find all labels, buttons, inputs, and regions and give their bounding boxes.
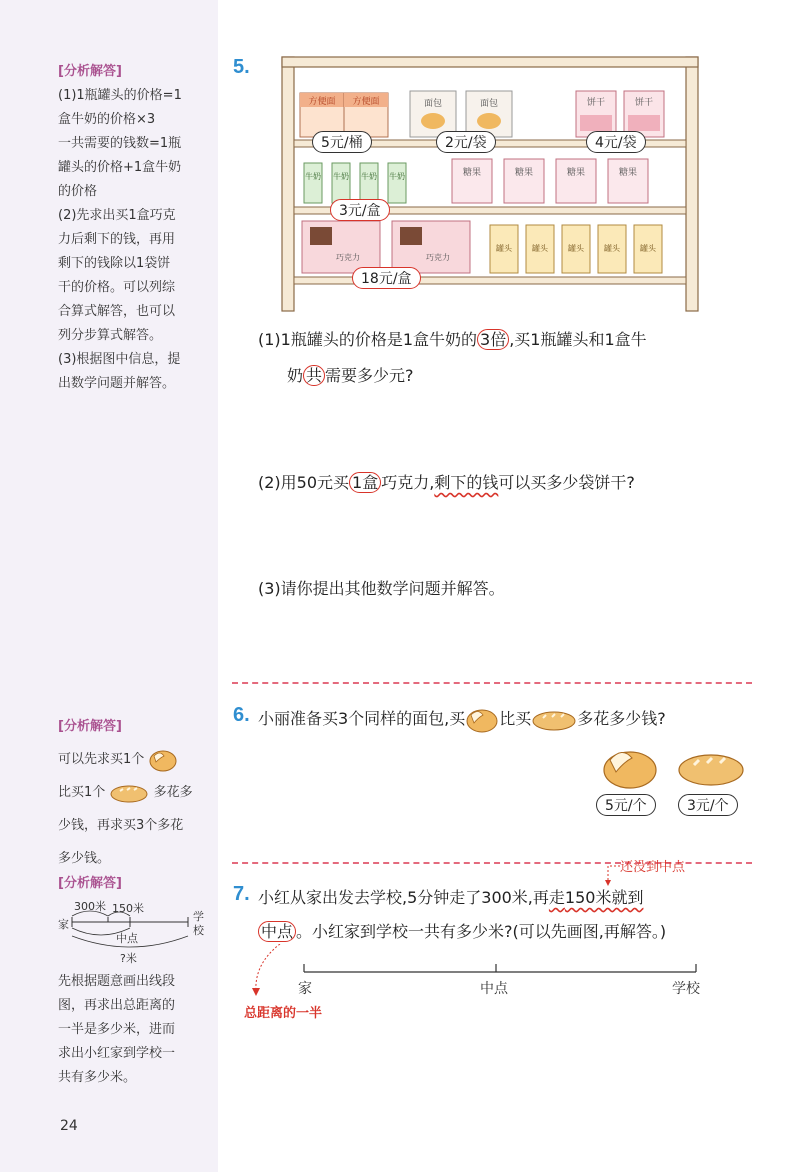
analysis-line: 盒牛奶的价格×3 bbox=[58, 112, 156, 127]
segment-label-midpoint: 中点 bbox=[480, 981, 508, 997]
q5-subquestion-3: (3)请你提出其他数学问题并解答。 bbox=[258, 579, 505, 598]
shelf-label: 糖果 bbox=[618, 168, 638, 178]
shelf-label: 罐头 bbox=[496, 244, 512, 253]
q7-question-line2: 中点 。小红家到学校一共有多少米?(可以先画图,再解答。) bbox=[258, 919, 666, 942]
analysis-line: 力后剩下的钱，再用 bbox=[58, 232, 176, 247]
q5-subquestion-1-line1: (1)1瓶罐头的价格是1盒牛奶的 3倍 ,买1瓶罐头和1盒牛 bbox=[258, 330, 647, 349]
analysis-line: 多花多 bbox=[153, 785, 193, 800]
milk-box-icon bbox=[388, 163, 406, 203]
annotation-not-midpoint: 还没到中点 bbox=[620, 860, 686, 875]
candy-bag-icon bbox=[504, 159, 544, 203]
long-bread-icon bbox=[676, 748, 746, 788]
shelf-label: 罐头 bbox=[640, 244, 656, 253]
shelf-label: 牛奶 bbox=[333, 172, 349, 181]
question-number-5: 5. bbox=[233, 56, 250, 78]
shelf-label: 巧克力 bbox=[336, 253, 360, 262]
milk-box-icon bbox=[332, 163, 350, 203]
analysis-line: 可以先求买1个 bbox=[58, 752, 145, 767]
milk-box-icon bbox=[304, 163, 322, 203]
q5-subquestion-2: (2)用50元买 1盒 巧克力,剩下的钱可以买多少袋饼干? bbox=[258, 473, 635, 492]
wavy-underline-walk: 走 bbox=[548, 888, 565, 907]
analysis-line: 的价格 bbox=[58, 184, 98, 199]
shelf-label: 牛奶 bbox=[389, 172, 405, 181]
shelf-label: 面包 bbox=[423, 99, 443, 109]
analysis-title: [分析解答] bbox=[58, 719, 122, 734]
section-divider bbox=[232, 682, 752, 684]
analysis-block-q6 bbox=[58, 710, 208, 875]
q7-question-line1: 小红从家出发去学校,5分钟走了300米,再走150米就到 bbox=[258, 888, 644, 907]
price-tag-bread: 2元/袋 bbox=[436, 131, 496, 153]
price-tag-biscuit: 4元/袋 bbox=[586, 131, 646, 153]
candy-bag-icon bbox=[608, 159, 648, 203]
analysis-line: 出数学问题并解答。 bbox=[58, 376, 176, 391]
circled-gong: 共 bbox=[303, 365, 325, 386]
segment-label-school: 学 bbox=[193, 910, 204, 923]
long-bread-icon bbox=[109, 782, 149, 804]
candy-bag-icon bbox=[452, 159, 492, 203]
store-shelf-illustration bbox=[280, 55, 705, 315]
segment-label-300: 300米 bbox=[74, 900, 106, 913]
shelf-label: 饼干 bbox=[586, 98, 606, 108]
question-number-6: 6. bbox=[233, 704, 250, 726]
chocolate-box-icon bbox=[392, 221, 470, 273]
shelf-label: 方便面 bbox=[308, 97, 336, 107]
segment-label-school: 校 bbox=[193, 924, 204, 937]
circled-midpoint: 中点 bbox=[258, 921, 296, 942]
chocolate-box-icon bbox=[302, 221, 380, 273]
analysis-line: 干的价格。可以列综 bbox=[58, 280, 176, 295]
shelf-label: 巧克力 bbox=[426, 253, 450, 262]
shelf-label: 牛奶 bbox=[361, 172, 377, 181]
shelf-label: 罐头 bbox=[568, 244, 584, 253]
analysis-title: [分析解答] bbox=[58, 876, 122, 891]
analysis-block-q5 bbox=[58, 60, 208, 396]
analysis-line: 一共需要的钱数=1瓶 bbox=[58, 136, 182, 151]
shelf-label: 饼干 bbox=[634, 98, 654, 108]
segment-label-150: 150米 bbox=[112, 902, 144, 915]
shelf-label: 牛奶 bbox=[305, 172, 321, 181]
analysis-line: 一半是多少米，进而 bbox=[58, 1022, 176, 1037]
analysis-line-segment-diagram bbox=[58, 896, 208, 966]
question-number-7: 7. bbox=[233, 883, 250, 905]
segment-label-home: 家 bbox=[58, 918, 69, 931]
shelf-label: 糖果 bbox=[566, 168, 586, 178]
analysis-line: 剩下的钱除以1袋饼 bbox=[58, 256, 171, 271]
price-tag-round-bread: 5元/个 bbox=[596, 794, 656, 816]
shelf-label: 罐头 bbox=[532, 244, 548, 253]
shelf-label: 糖果 bbox=[514, 168, 534, 178]
round-bread-icon bbox=[148, 748, 178, 772]
analysis-line: (2)先求出买1盒巧克 bbox=[58, 208, 176, 223]
q5-subquestion-1-line2: 奶 共 需要多少元? bbox=[287, 366, 414, 385]
analysis-line: 求出小红家到学校一 bbox=[58, 1046, 176, 1061]
analysis-block-q7 bbox=[58, 970, 208, 1090]
analysis-line: 罐头的价格+1盒牛奶 bbox=[58, 160, 182, 175]
long-bread-icon bbox=[531, 708, 577, 732]
price-tag-chocolate: 18元/盒 bbox=[352, 267, 421, 289]
round-bread-icon bbox=[600, 744, 660, 790]
analysis-line: (1)1瓶罐头的价格=1 bbox=[58, 88, 182, 103]
shelf-label: 糖果 bbox=[462, 168, 482, 178]
analysis-line: 列分步算式解答。 bbox=[58, 328, 163, 343]
analysis-line: 多少钱。 bbox=[58, 851, 111, 866]
wavy-underline-remaining: 剩下的钱 bbox=[434, 473, 499, 492]
segment-label-mid: 中点 bbox=[116, 932, 138, 945]
analysis-line: (3)根据图中信息，提 bbox=[58, 352, 181, 367]
analysis-line: 少钱，再求买3个多花 bbox=[58, 818, 184, 833]
q6-question-text: 小丽准备买3个同样的面包,买 比买 多花多少钱? bbox=[258, 706, 666, 733]
analysis-line: 图，再求出总距离的 bbox=[58, 998, 176, 1013]
milk-box-icon bbox=[360, 163, 378, 203]
segment-label-home: 家 bbox=[298, 981, 312, 997]
shelf-label: 方便面 bbox=[352, 97, 380, 107]
segment-label-school: 学校 bbox=[672, 981, 700, 997]
shelf-label: 面包 bbox=[479, 99, 499, 109]
candy-bag-icon bbox=[556, 159, 596, 203]
analysis-line: 共有多少米。 bbox=[58, 1070, 137, 1085]
round-bread-icon bbox=[465, 707, 499, 733]
price-tag-noodle: 5元/桶 bbox=[312, 131, 372, 153]
analysis-line: 合算式解答，也可以 bbox=[58, 304, 176, 319]
analysis-line: 先根据题意画出线段 bbox=[58, 974, 176, 989]
shelf-label: 罐头 bbox=[604, 244, 620, 253]
circled-1-box: 1盒 bbox=[349, 472, 381, 493]
analysis-title: [分析解答] bbox=[58, 64, 122, 79]
analysis-line: 比买1个 bbox=[58, 785, 106, 800]
circled-3-times: 3倍 bbox=[477, 329, 509, 350]
segment-label-total: ?米 bbox=[120, 952, 137, 965]
wavy-underline-150m: 150米就到 bbox=[564, 888, 644, 907]
page-number: 24 bbox=[60, 1118, 78, 1134]
annotation-half-distance: 总距离的一半 bbox=[244, 1006, 323, 1021]
price-tag-milk: 3元/盒 bbox=[330, 199, 390, 221]
price-tag-long-bread: 3元/个 bbox=[678, 794, 738, 816]
